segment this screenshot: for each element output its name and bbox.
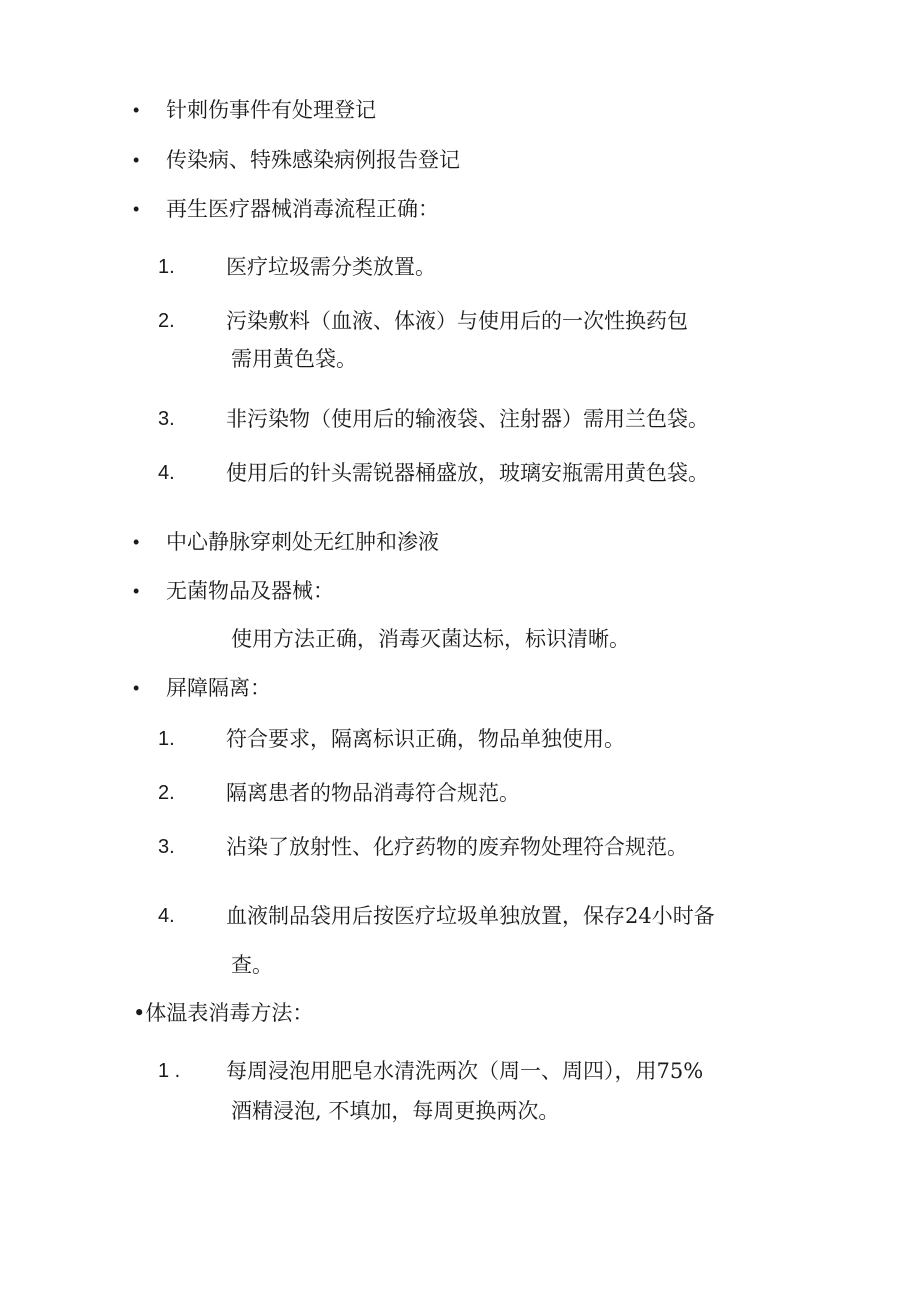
- list-item: 沾染了放射性、化疗药物的废弃物处理符合规范。: [226, 835, 688, 859]
- list-item: 污染敷料（血液、体液）与使用后的一次性换药包: [226, 309, 688, 333]
- list-item: 符合要求，隔离标识正确，物品单独使用。: [226, 727, 625, 751]
- list-number: 3.: [158, 408, 175, 430]
- list-item: 使用后的针头需锐器桶盛放，玻璃安瓶需用黄色袋。: [226, 461, 709, 485]
- thermometer-heading: •体温表消毒方法：: [133, 1001, 314, 1025]
- list-item: 血液制品袋用后按医疗垃圾单独放置，保存24小时备: [226, 904, 715, 928]
- bullet-marker: •: [133, 150, 140, 170]
- list-item: 非污染物（使用后的输液袋、注射器）需用兰色袋。: [226, 407, 709, 431]
- list-number: 1 .: [158, 1060, 181, 1082]
- list-number: 1.: [158, 256, 175, 278]
- bullet-marker: •: [133, 581, 140, 601]
- bullet-reprocessing: 再生医疗器械消毒流程正确：: [166, 197, 439, 221]
- list-number: 4.: [158, 462, 175, 484]
- list-item: 每周浸泡用肥皂水清洗两次（周一、周四），用75%: [226, 1059, 704, 1083]
- list-number: 2.: [158, 782, 175, 804]
- list-number: 2.: [158, 310, 175, 332]
- list-number: 4.: [158, 905, 175, 927]
- bullet-marker: •: [133, 199, 140, 219]
- bullet-sterile-items: 无菌物品及器械：: [166, 579, 334, 603]
- bullet-infection-report: 传染病、特殊感染病例报告登记: [166, 148, 460, 172]
- list-item-continuation: 酒精浸泡, 不填加，每周更换两次。: [231, 1099, 560, 1123]
- list-item-continuation: 查。: [231, 953, 273, 977]
- bullet-marker: •: [133, 532, 140, 552]
- list-item: 医疗垃圾需分类放置。: [226, 255, 436, 279]
- bullet-marker: •: [133, 678, 140, 698]
- bullet-isolation: 屏障隔离：: [166, 676, 271, 700]
- sterile-note: 使用方法正确，消毒灭菌达标，标识清晰。: [231, 627, 630, 651]
- list-item-continuation: 需用黄色袋。: [231, 347, 357, 371]
- list-item: 隔离患者的物品消毒符合规范。: [226, 781, 520, 805]
- bullet-marker: •: [133, 100, 140, 120]
- bullet-needlestick: 针刺伤事件有处理登记: [166, 98, 376, 122]
- bullet-central-line: 中心静脉穿刺处无红肿和渗液: [166, 530, 439, 554]
- list-number: 1.: [158, 728, 175, 750]
- list-number: 3.: [158, 836, 175, 858]
